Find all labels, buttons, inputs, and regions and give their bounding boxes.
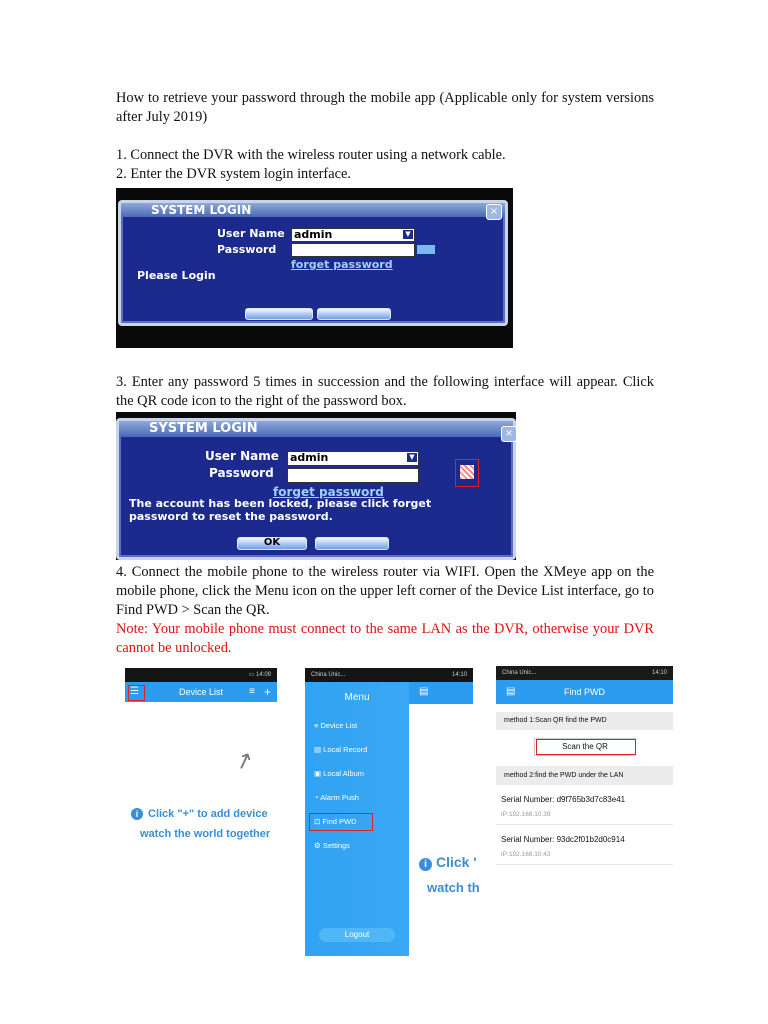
username-value: admin bbox=[294, 228, 333, 241]
ip-1: IP:192.168.10.39 bbox=[501, 811, 551, 818]
serial-1[interactable]: Serial Number: d9f765b3d7c83e41 bbox=[501, 795, 626, 804]
menu-icon[interactable]: ☰ bbox=[130, 686, 139, 697]
password-label: Password bbox=[209, 466, 274, 480]
locked-message: The account has been locked, please click forget password to reset the password. bbox=[129, 497, 432, 523]
menu-item-local-record[interactable]: ▤ Local Record bbox=[314, 745, 368, 754]
username-label: User Name bbox=[217, 227, 285, 240]
ok-button[interactable]: OK bbox=[237, 537, 307, 550]
menu-item-alarm-push[interactable]: ◔ Alarm Push bbox=[314, 793, 359, 802]
divider bbox=[496, 824, 673, 825]
phone-device-list bbox=[125, 668, 277, 880]
dvr-locked-screenshot bbox=[116, 412, 516, 560]
phone-menu bbox=[305, 668, 480, 956]
menu-item-label: Settings bbox=[322, 841, 350, 850]
close-icon[interactable]: × bbox=[486, 204, 502, 220]
peek-hint-row bbox=[419, 854, 477, 871]
login-title: SYSTEM LOGIN bbox=[121, 203, 505, 217]
password-field[interactable] bbox=[287, 468, 419, 483]
username-label: User Name bbox=[205, 449, 279, 463]
app-header bbox=[125, 682, 277, 702]
background-appbar bbox=[409, 682, 473, 704]
peek-hint: Click ' bbox=[436, 854, 477, 870]
ip-2: IP:192.168.10.43 bbox=[501, 851, 551, 858]
find-pwd-highlight bbox=[309, 813, 373, 831]
add-hint-row bbox=[131, 808, 268, 820]
phone-find-pwd bbox=[496, 666, 673, 932]
step-3: 3. Enter any password 5 times in succession and the following interface will appear. Click the QR code icon to the right of the password box. bbox=[116, 374, 654, 409]
please-login-text: Please Login bbox=[137, 269, 216, 282]
status-bar bbox=[496, 666, 673, 680]
note-text: Note: Your mobile phone must connect to the same LAN as the DVR, otherwise your DVR cannot be unlocked. bbox=[116, 621, 654, 656]
step-1: 1. Connect the DVR with the wireless router using a network cable. bbox=[116, 147, 506, 163]
method-1-header: method 1:Scan QR find the PWD bbox=[496, 712, 673, 730]
password-field[interactable] bbox=[291, 243, 415, 257]
dvr-login-screenshot bbox=[116, 188, 513, 348]
watch-text: watch the world together bbox=[140, 828, 271, 840]
add-hint: Click "+" to add device bbox=[148, 808, 268, 820]
cancel-button[interactable] bbox=[317, 308, 391, 320]
screen-title: Find PWD bbox=[563, 687, 605, 697]
menu-item-label: Find PWD bbox=[322, 817, 357, 826]
step-2: 2. Enter the DVR system login interface. bbox=[116, 166, 351, 182]
close-icon[interactable]: × bbox=[501, 426, 517, 442]
scan-qr-button[interactable]: Scan the QR bbox=[534, 738, 636, 756]
divider bbox=[496, 864, 673, 865]
scan-highlight bbox=[536, 739, 636, 755]
forget-password-link[interactable]: forget password bbox=[291, 258, 393, 271]
menu-item-label: Local Album bbox=[323, 769, 365, 778]
app-header bbox=[496, 680, 673, 704]
info-icon: i bbox=[419, 858, 432, 871]
status-bar bbox=[305, 668, 473, 682]
locked-panel bbox=[116, 418, 516, 560]
qr-code-icon[interactable] bbox=[455, 459, 479, 487]
ok-button[interactable] bbox=[245, 308, 313, 320]
locked-title: SYSTEM LOGIN bbox=[119, 421, 513, 437]
password-label: Password bbox=[217, 243, 277, 256]
list-icon[interactable]: ≡ bbox=[249, 686, 255, 697]
menu-icon[interactable]: ▤ bbox=[419, 686, 429, 697]
menu-title: Menu bbox=[344, 692, 370, 703]
forget-password-link[interactable]: forget password bbox=[273, 485, 384, 499]
logout-button[interactable]: Logout bbox=[319, 928, 395, 942]
info-icon: i bbox=[131, 808, 143, 820]
menu-item-settings[interactable]: ⚙ Settings bbox=[314, 841, 350, 850]
status-bar: ▭ 14:09 bbox=[125, 668, 277, 682]
clock: 14:10 bbox=[651, 670, 667, 676]
add-icon[interactable]: + bbox=[263, 685, 271, 699]
clock: 14:10 bbox=[451, 672, 467, 678]
username-field[interactable] bbox=[291, 228, 415, 242]
serial-2[interactable]: Serial Number: 93dc2f01b2d0c914 bbox=[501, 835, 625, 844]
doc-title: How to retrieve your password through the mobile app (Applicable only for system versions after July 2019) bbox=[116, 90, 654, 125]
keyboard-icon[interactable] bbox=[417, 245, 435, 254]
menu-highlight bbox=[128, 685, 145, 701]
menu-item-find-pwd[interactable]: ⊡ Find PWD bbox=[314, 817, 357, 826]
menu-icon[interactable]: ▤ bbox=[506, 686, 516, 697]
cancel-button[interactable] bbox=[315, 537, 389, 550]
chevron-down-icon[interactable]: ▼ bbox=[403, 230, 413, 239]
menu-item-label: Local Record bbox=[323, 745, 368, 754]
menu-item-label: Alarm Push bbox=[320, 793, 359, 802]
menu-drawer bbox=[305, 682, 409, 956]
username-value: admin bbox=[290, 451, 329, 464]
menu-item-device-list[interactable]: ≡ Device List bbox=[314, 721, 358, 730]
chevron-down-icon[interactable]: ▼ bbox=[407, 453, 417, 462]
menu-item-label: Device List bbox=[320, 721, 358, 730]
carrier: China Unic... bbox=[311, 672, 346, 678]
screen-title: Device List bbox=[178, 687, 223, 697]
login-panel bbox=[118, 200, 508, 326]
carrier: China Unic... bbox=[502, 670, 537, 676]
peek-watch: watch th bbox=[427, 880, 480, 895]
method-2-header: method 2:find the PWD under the LAN bbox=[496, 766, 673, 785]
username-field[interactable] bbox=[287, 451, 419, 466]
step-4: 4. Connect the mobile phone to the wireless router via WIFI. Open the XMeye app on the mobile phone, click the Menu icon on the upper left corner of the Device List interface, go to Find PWD > Scan the QR. bbox=[116, 564, 654, 618]
menu-item-local-album[interactable]: ▣ Local Album bbox=[314, 769, 365, 778]
curved-arrow-icon: ↗ bbox=[231, 745, 257, 776]
